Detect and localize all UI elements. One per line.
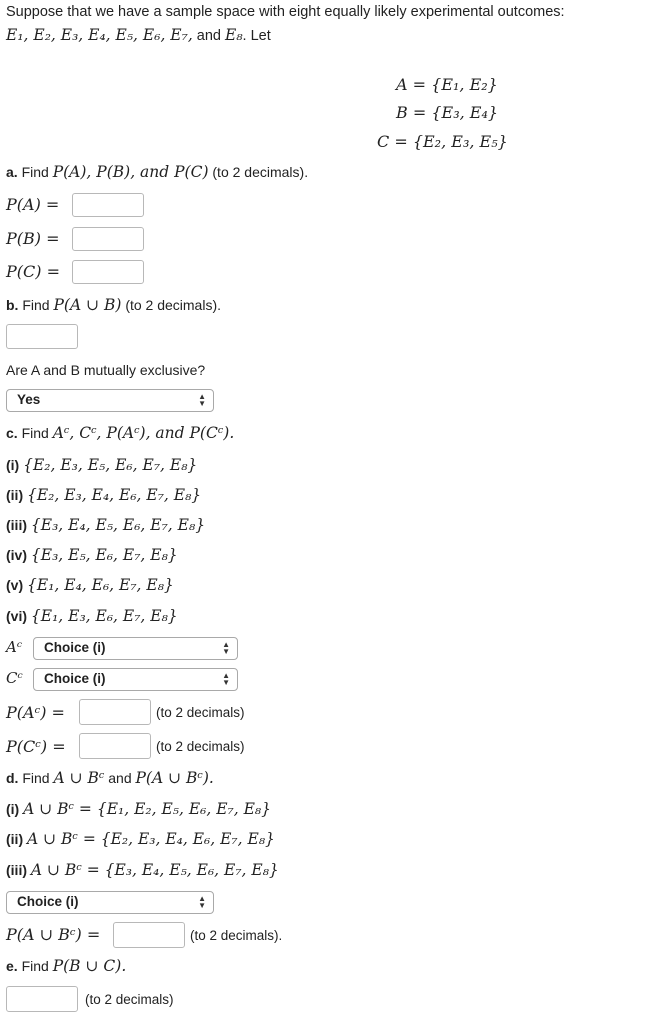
intro-line-1: Suppose that we have a sample space with eight equally likely experimental outcomes:	[6, 4, 565, 20]
mutually-exclusive-select[interactable]: Yes ▲ ▼	[6, 389, 214, 412]
pc-input[interactable]	[72, 260, 144, 284]
pac-label: P(Aᶜ) =	[6, 703, 65, 722]
choice-c-i: (i) {E₂, E₃, E₅, E₆, E₇, E₈}	[6, 456, 198, 474]
p-a-union-bc-label: P(A ∪ Bᶜ) =	[6, 925, 101, 944]
pcc-decimals-note: (to 2 decimals)	[156, 739, 245, 754]
select-arrows-icon: ▲ ▼	[222, 640, 230, 656]
outcomes-list: E₁, E₂, E₃, E₄, E₅, E₆, E₇,	[6, 26, 193, 44]
part-d-heading: d. Find A ∪ Bᶜ and P(A ∪ Bᶜ).	[6, 769, 214, 787]
mutually-exclusive-question: Are A and B mutually exclusive?	[6, 362, 206, 378]
outcome-e8: E₈	[225, 26, 243, 44]
intro-and: and	[196, 28, 221, 44]
a-union-bc-select[interactable]: Choice (i) ▲ ▼	[6, 891, 214, 914]
pa-input[interactable]	[72, 193, 144, 217]
choice-c-v: (v) {E₁, E₄, E₆, E₇, E₈}	[6, 576, 174, 594]
set-a-definition: A = {E₁, E₂}	[396, 75, 498, 94]
ac-select[interactable]: Choice (i) ▲ ▼	[33, 637, 238, 660]
p-a-union-bc-input[interactable]	[113, 922, 185, 948]
set-c-definition: C = {E₂, E₃, E₅}	[377, 132, 508, 151]
p-b-union-c-note: (to 2 decimals)	[85, 992, 174, 1007]
choice-d-i: (i) A ∪ Bᶜ = {E₁, E₂, E₅, E₆, E₇, E₈}	[6, 800, 272, 818]
select-arrows-icon: ▲ ▼	[198, 894, 206, 910]
select-arrows-icon: ▲ ▼	[222, 671, 230, 687]
pc-label: P(C) =	[6, 262, 60, 281]
choice-c-iv: (iv) {E₃, E₅, E₆, E₇, E₈}	[6, 546, 178, 564]
choice-d-iii: (iii) A ∪ Bᶜ = {E₃, E₄, E₅, E₆, E₇, E₈}	[6, 861, 279, 879]
set-b-definition: B = {E₃, E₄}	[396, 103, 499, 122]
pcc-input[interactable]	[79, 733, 151, 759]
intro-let: . Let	[242, 28, 271, 44]
pcc-label: P(Cᶜ) =	[6, 737, 66, 756]
pa-label: P(A) =	[6, 195, 60, 214]
intro-line-2	[6, 26, 271, 44]
p-b-union-c-input[interactable]	[6, 986, 78, 1012]
p-a-union-b-input[interactable]	[6, 324, 78, 349]
choice-c-vi: (vi) {E₁, E₃, E₆, E₇, E₈}	[6, 607, 178, 625]
part-c-heading: c. Find Aᶜ, Cᶜ, P(Aᶜ), and P(Cᶜ).	[6, 424, 235, 442]
cc-select[interactable]: Choice (i) ▲ ▼	[33, 668, 238, 691]
choice-d-ii: (ii) A ∪ Bᶜ = {E₂, E₃, E₄, E₆, E₇, E₈}	[6, 830, 275, 848]
part-a-heading: a. Find P(A), P(B), and P(C) (to 2 decimals).	[6, 163, 309, 181]
select-arrows-icon: ▲ ▼	[198, 392, 206, 408]
pb-input[interactable]	[72, 227, 144, 251]
pac-input[interactable]	[79, 699, 151, 725]
choice-c-iii: (iii) {E₃, E₄, E₅, E₆, E₇, E₈}	[6, 516, 206, 534]
ac-label: Aᶜ	[6, 638, 23, 656]
p-a-union-bc-note: (to 2 decimals).	[190, 928, 283, 943]
pb-label: P(B) =	[6, 229, 60, 248]
part-b-heading: b. Find P(A ∪ B) (to 2 decimals).	[6, 296, 222, 314]
part-e-heading: e. Find P(B ∪ C).	[6, 957, 127, 975]
choice-c-ii: (ii) {E₂, E₃, E₄, E₆, E₇, E₈}	[6, 486, 202, 504]
pac-decimals-note: (to 2 decimals)	[156, 705, 245, 720]
cc-label: Cᶜ	[6, 669, 23, 687]
